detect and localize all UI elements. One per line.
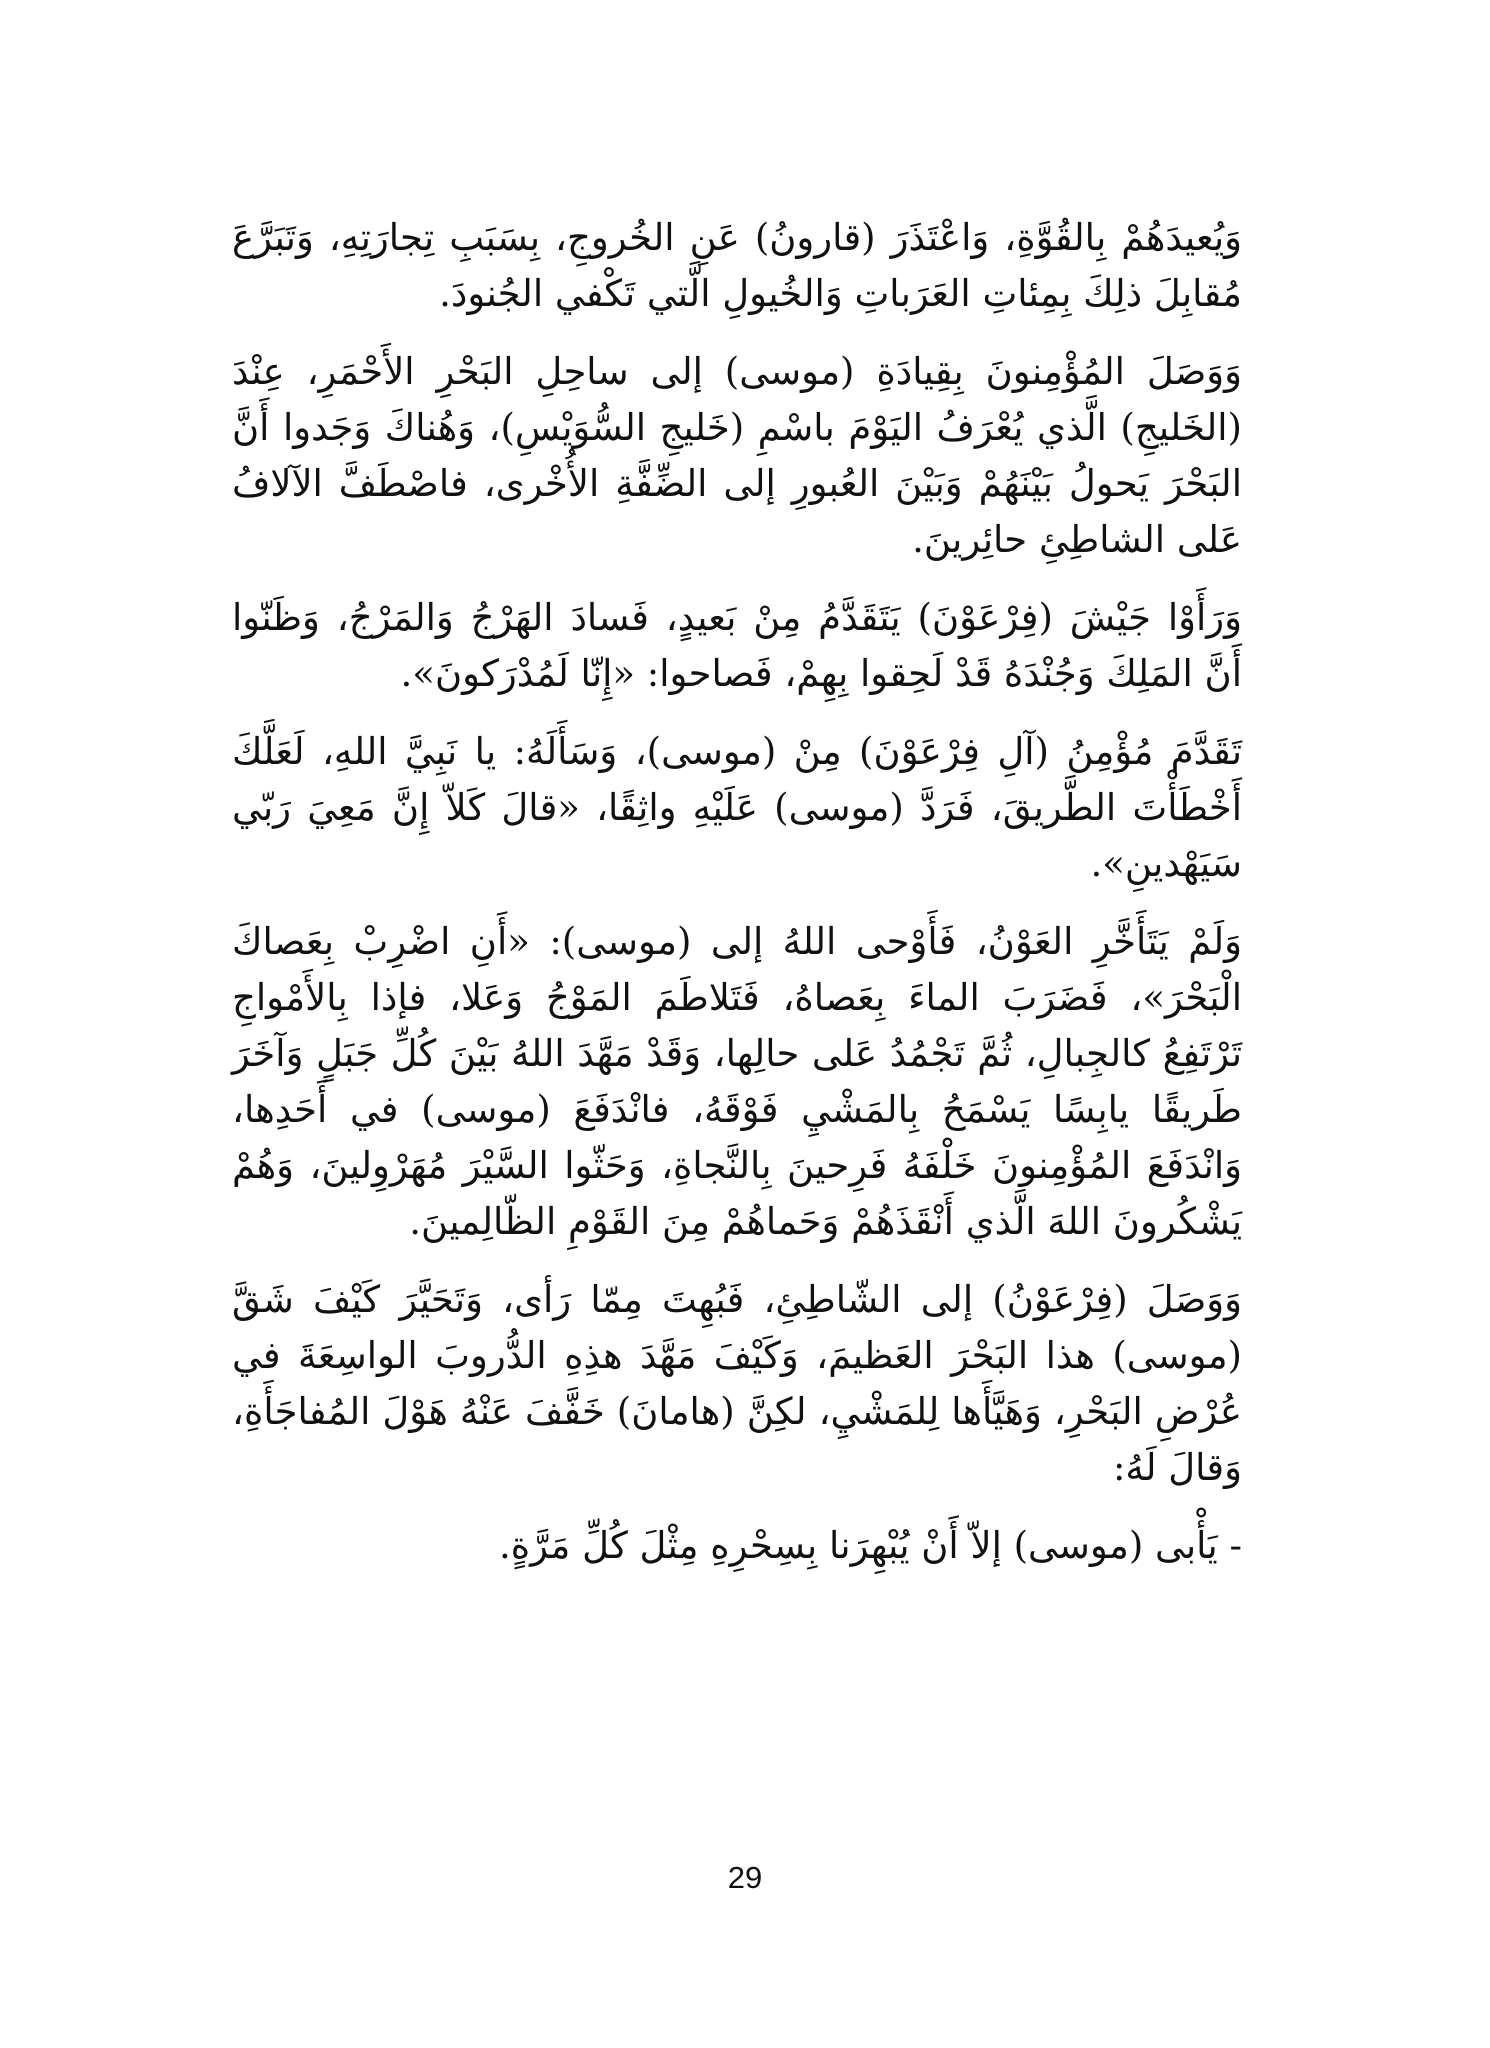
paragraph-4: تَقَدَّمَ مُؤْمِنُ (آلِ فِرْعَوْنَ) مِنْ (موسى)، وَسَأَلَهُ: يا نَبِيَّ اللهِ، لَعَلَّكَ أَخْطَأْتَ الطَّريقَ، فَرَدَّ (موسى) عَلَيْهِ واثِقًا، «قالَ كَلاّ إِنَّ مَعِيَ رَبّي سَيَهْدينِ». — [232, 730, 1242, 885]
paragraph-7: - يَأْبى (موسى) إلاّ أَنْ يُبْهِرَنا بِسِحْرِهِ مِثْلَ كُلِّ مَرَّةٍ. — [498, 1524, 1242, 1567]
page-number: 29 — [727, 1860, 763, 1895]
paragraph-3: وَرَأَوْا جَيْشَ (فِرْعَوْنَ) يَتَقَدَّمُ مِنْ بَعيدٍ، فَسادَ الهَرْجُ وَالمَرْجُ، وَظَنّوا أَنَّ المَلِكَ وَجُنْدَهُ قَدْ لَحِقوا بِهِمْ، فَصاحوا: «إِنّا لَمُدْرَكونَ». — [232, 596, 1242, 695]
paragraph-2: وَوَصَلَ المُؤْمِنونَ بِقِيادَةِ (موسى) إلى ساحِلِ البَحْرِ الأَحْمَرِ، عِنْدَ (الخَليجِ) الَّذي يُعْرَفُ اليَوْمَ باسْمِ (خَليجِ السُّوَيْسِ)، وَهُناكَ وَجَدوا أَنَّ البَحْرَ يَحولُ بَيْنَهُمْ وَبَيْنَ العُبورِ إلى الضِّفَّةِ الأُخْرى، فاصْطَفَّ الآلافُ عَلى الشاطِئِ حائِرينَ. — [232, 350, 1242, 561]
paragraph-1: وَيُعيدَهُمْ بِالقُوَّةِ، وَاعْتَذَرَ (قارونُ) عَنِ الخُروجِ، بِسَبَبِ تِجارَتِهِ، وَتَبَرَّعَ مُقابِلَ ذلِكَ بِمِئاتِ العَرَباتِ وَالخُيولِ الَّتي تَكْفي الجُنودَ. — [232, 216, 1242, 315]
body-text — [232, 210, 1242, 1574]
paragraph-5: وَلَمْ يَتَأَخَّرِ العَوْنُ، فَأَوْحى اللهُ إلى (موسى): «أَنِ اضْرِبْ بِعَصاكَ الْبَحْرَ»، فَضَرَبَ الماءَ بِعَصاهُ، فَتَلاطَمَ المَوْجُ وَعَلا، فإذا بِالأَمْواجِ تَرْتَفِعُ كالجِبالِ، ثُمَّ تَجْمُدُ عَلى حالِها، وَقَدْ مَهَّدَ اللهُ بَيْنَ كُلِّ جَبَلٍ وَآخَرَ طَريقًا يابِسًا يَسْمَحُ بِالمَشْيِ فَوْقَهُ، فانْدَفَعَ (موسى) في أَحَدِها، وَانْدَفَعَ المُؤْمِنونَ خَلْفَهُ فَرِحينَ بِالنَّجاةِ، وَحَثّوا السَّيْرَ مُهَرْوِلينَ، وَهُمْ يَشْكُرونَ اللهَ الَّذي أَنْقَذَهُمْ وَحَماهُمْ مِنَ القَوْمِ الظّالِمينَ. — [232, 920, 1242, 1243]
paragraph-6: وَوَصَلَ (فِرْعَوْنُ) إلى الشّاطِئِ، فَبُهِتَ مِمّا رَأى، وَتَحَيَّرَ كَيْفَ شَقَّ (موسى) هذا البَحْرَ العَظيمَ، وَكَيْفَ مَهَّدَ هذِهِ الدُّروبَ الواسِعَةَ في عُرْضِ البَحْرِ، وَهَيَّأَها لِلمَشْيِ، لكِنَّ (هامانَ) خَفَّفَ عَنْهُ هَوْلَ المُفاجَأَةِ، وَقالَ لَهُ: — [232, 1278, 1242, 1489]
